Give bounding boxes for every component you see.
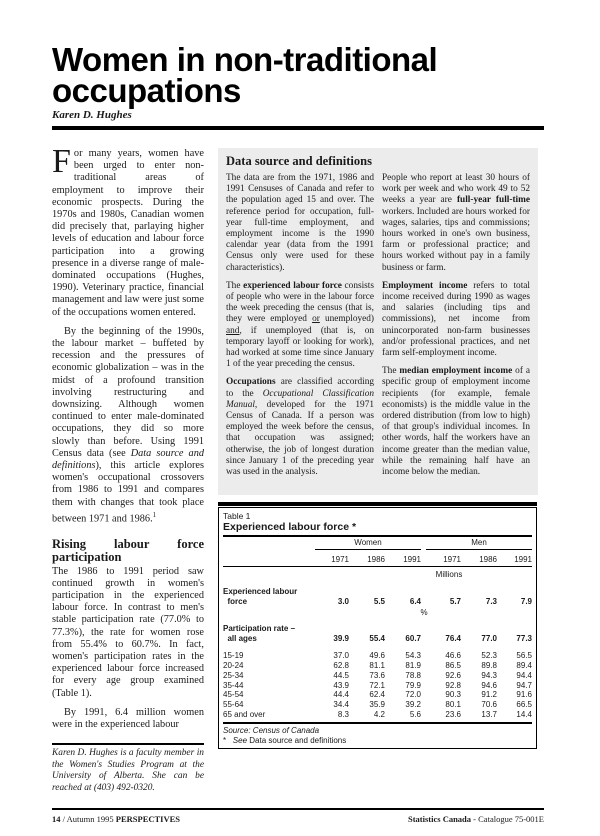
issue: Autumn 1995 — [66, 814, 114, 825]
table-cell: 62.4 — [369, 690, 385, 700]
text: consists of people who were in the labour force the week preceding the census (that is, they were employed — [226, 280, 374, 325]
paragraph-text: By the beginning of the 1990s, the labour market – buffeted by recession and the pressures of economic globalization – was in the midst of a profound transition involving restructuring and downsizing. Although women continued to enter male-dominated occupations, they did so more slowly than before. Using 1991 Census data (see — [52, 325, 204, 459]
table-cell: 92.8 — [445, 680, 461, 690]
table-cell: 6.4 — [409, 597, 421, 607]
table-cell: 8.3 — [337, 710, 349, 720]
right-column — [218, 148, 538, 749]
age-group-label: 45-54 — [223, 690, 244, 700]
sidebar-columns — [226, 173, 530, 485]
magazine-name: PERSPECTIVES — [115, 814, 181, 825]
title-line-2: occupations — [52, 72, 241, 109]
emphasis: and — [226, 325, 240, 336]
table-source: Source: Census of Canada — [223, 726, 320, 736]
author-byline: Karen D. Hughes — [52, 109, 132, 121]
publisher: Statistics Canada — [407, 814, 472, 825]
footnote-marker: 1 — [152, 510, 157, 519]
text: People who report at least 30 hours of work per week and who work 49 to 52 weeks a year are — [382, 173, 530, 206]
note-text: Data source and definitions — [249, 736, 347, 746]
footer-row — [52, 814, 544, 824]
page-footer — [52, 808, 544, 824]
table-rule — [223, 722, 532, 724]
body-column — [52, 143, 204, 794]
table-cell: 4.2 — [373, 710, 385, 720]
table-cell: 78.8 — [405, 670, 421, 680]
table-cell: 44.5 — [333, 670, 349, 680]
table-cell: 1986 — [367, 555, 385, 565]
table-cell: 92.6 — [445, 670, 461, 680]
table-cell: 44.4 — [333, 690, 349, 700]
label-line: force — [227, 596, 248, 606]
label-line: Experienced labour — [223, 587, 298, 597]
bio-rule — [52, 743, 204, 745]
term: full-year full-time — [456, 195, 530, 206]
title-line-1: Women in non-traditional — [52, 41, 438, 78]
table-cell: 1986 — [479, 555, 497, 565]
table-cell: 62.8 — [333, 661, 349, 671]
text: are classified according to the — [226, 377, 374, 399]
table-cell: 1971 — [443, 555, 461, 565]
sidebar-paragraph — [382, 281, 530, 359]
table-frame — [218, 507, 537, 749]
table-cell: 43.9 — [333, 680, 349, 690]
table-cell: 5.7 — [449, 597, 461, 607]
catalogue-number: Catalogue 75-001E — [478, 814, 544, 825]
table-top-rule — [218, 502, 537, 506]
sidebar-paragraph: The data are from the 1971, 1986 and 1991 Censuses of Canada and refer to the population aged 15 and over. The reference period for occupation, full-year full-time employment, and employment income is the 1990 calendar year (data from the 1991 Census only were used for these characteristics). — [226, 173, 374, 273]
table-cell: 94.4 — [516, 670, 532, 680]
table-1 — [218, 502, 537, 749]
table-cell: 91.2 — [481, 690, 497, 700]
table-cell: 23.6 — [445, 710, 461, 720]
sidebar-reference: Data source and definitions — [52, 447, 204, 472]
footer-rule — [52, 808, 544, 810]
body-paragraph-4: By 1991, 6.4 million women were in the experienced labour — [52, 706, 204, 730]
table-cell: 49.6 — [369, 651, 385, 661]
table-cell: 5.6 — [409, 710, 421, 720]
drop-cap: F — [52, 143, 71, 180]
section-heading: Rising labour force participation — [52, 536, 204, 564]
text: unemployed) — [319, 314, 374, 325]
term: Employment income — [382, 280, 468, 291]
term: Occupations — [226, 377, 276, 388]
publication-title: Occupational Classification Manual — [226, 388, 374, 410]
age-group-label: 20-24 — [223, 661, 244, 671]
table-cell: 90.3 — [445, 690, 461, 700]
group-underline — [426, 549, 532, 550]
table-rule — [223, 566, 532, 567]
table-cell: 13.7 — [481, 710, 497, 720]
text: , if unemployed (that is, on temporary layoff or looking for work), had worked at some time since January 1 of the year preceding the census. — [226, 325, 374, 370]
table-cell: 1971 — [331, 555, 349, 565]
separator: / — [62, 814, 65, 825]
group-header-women: Women — [354, 538, 382, 548]
sidebar-title: Data source and definitions — [226, 154, 372, 168]
sidebar-paragraph — [382, 366, 530, 478]
author-bio: Karen D. Hughes is a faculty member in the Women's Studies Program at the University of Alberta. She can be reached at (403) 492-0320. — [52, 748, 204, 793]
table-cell: 34.4 — [333, 700, 349, 710]
sidebar-paragraph — [226, 281, 374, 371]
text: The — [382, 366, 400, 377]
table-cell: 56.5 — [516, 651, 532, 661]
body-paragraph-2 — [52, 326, 204, 526]
age-group-label: 35-44 — [223, 680, 244, 690]
table-cell: 91.6 — [516, 690, 532, 700]
article-title — [52, 41, 438, 109]
sidebar-paragraph — [226, 377, 374, 478]
sidebar-box — [218, 148, 538, 495]
table-cell: 39.2 — [405, 700, 421, 710]
page-number: 14 — [52, 814, 61, 825]
table-cell: 89.4 — [516, 661, 532, 671]
table-cell: 54.3 — [405, 651, 421, 661]
row-label — [223, 587, 297, 606]
table-cell: 77.3 — [516, 634, 532, 644]
table-cell: 66.5 — [516, 700, 532, 710]
body-paragraph-3: The 1986 to 1991 period saw continued growth in women's participation in the experienced labour force. In contrast to men's stable participation rate (77.0% to 77.3%), the rate for women rose from 55.4% to 60.7%. In fact, women's participation rates in the experienced labour force increased for every age group examined (Table 1). — [52, 565, 204, 699]
table-cell: 72.0 — [405, 690, 421, 700]
table-cell: 7.3 — [485, 597, 497, 607]
table-cell: 37.0 — [333, 651, 349, 661]
table-cell: 60.7 — [405, 634, 421, 644]
table-cell: 79.9 — [405, 680, 421, 690]
note-marker: * — [223, 736, 227, 746]
table-cell: 5.5 — [373, 597, 385, 607]
row-label — [223, 624, 295, 643]
note-see: See — [232, 736, 248, 746]
text: , developed for the 1971 Census of Canada. If a person was employed the week before the census, that occupation was assigned; otherwise, the job of longest duration since January 1 of the preceding year was used in the analysis. — [226, 399, 374, 478]
footer-right — [408, 814, 544, 824]
emphasis: or — [312, 314, 320, 325]
age-group-label: 25-34 — [223, 670, 244, 680]
table-cell: 70.6 — [481, 700, 497, 710]
separator: - — [473, 814, 477, 825]
table-note — [223, 736, 346, 745]
table-cell: 77.0 — [481, 634, 497, 644]
sidebar-column-2 — [382, 173, 530, 485]
paragraph-text: or many years, women have been urged to enter non-traditional areas of employment to improve their economic prospects. During the 1970s and 1980s, Canadian women did precisely that, parlaying higher levels of education and labour force participation into a growing presence in a diverse range of male-dominated occupations (Hughes, 1990). Veterinary practice, financial management and law were just some of the occupations women entered. — [52, 148, 204, 318]
table-cell: 35.9 — [369, 700, 385, 710]
table-cell: 1991 — [403, 555, 421, 565]
table-cell: 80.1 — [445, 700, 461, 710]
table-cell: 89.8 — [481, 661, 497, 671]
table-cell: 81.9 — [405, 661, 421, 671]
text: The — [226, 280, 244, 291]
age-group-label: 65 and over — [223, 710, 266, 720]
sidebar-paragraph — [382, 173, 530, 274]
text: workers. Included are hours worked for wages, salaries, tips and commissions; hours worked in one's own business, farm or professional practice; and hours worked without pay in a family business or farm. — [382, 206, 530, 273]
table-cell: 81.1 — [369, 661, 385, 671]
group-header-men: Men — [471, 538, 487, 548]
table-cell: 46.6 — [445, 651, 461, 661]
age-group-label: 15-19 — [223, 651, 244, 661]
paragraph-text: ), this article explores women's occupational crossovers from 1986 to 1991 and compares them with changes that took place between 1971 and 1986. — [52, 460, 204, 525]
unit-millions: Millions — [435, 570, 463, 580]
article-body — [52, 143, 538, 794]
table-rule — [223, 535, 532, 537]
table-label: Table 1 — [223, 511, 251, 522]
title-rule — [52, 126, 544, 130]
table-cell: 39.9 — [333, 634, 349, 644]
table-cell: 76.4 — [445, 634, 461, 644]
group-underline — [315, 549, 421, 550]
sidebar-column-1 — [226, 173, 374, 485]
table-cell: 7.9 — [520, 597, 532, 607]
text: of a specific group of employment income recipients (for example, female economists) is the middle value in the ordered distribution (from low to high) of that group's individual incomes. In other words, half the workers have an income greater than the median value, while the remaining half have an income below the median. — [382, 366, 530, 478]
term: experienced labour force — [243, 280, 342, 291]
unit-percent: % — [420, 608, 428, 618]
table-cell: 86.5 — [445, 661, 461, 671]
label-line: Participation rate – — [223, 624, 296, 634]
table-cell: 55.4 — [369, 634, 385, 644]
table-cell: 14.4 — [516, 710, 532, 720]
table-cell: 3.0 — [337, 597, 349, 607]
age-group-label: 55-64 — [223, 700, 244, 710]
body-paragraph-1 — [52, 143, 204, 319]
table-cell: 94.7 — [516, 680, 532, 690]
term: median employment income — [399, 366, 513, 377]
table-cell: 94.6 — [481, 680, 497, 690]
table-cell: 73.6 — [369, 670, 385, 680]
table-cell: 1991 — [514, 555, 532, 565]
footer-left — [52, 814, 180, 824]
text: refers to total income received during 1990 as wages and salaries (including tips and commissions), net income from unincorporated non-farm businesses and/or professional practices, and net farm self-employment income. — [382, 280, 530, 359]
label-line: all ages — [227, 633, 257, 643]
table-cell: 52.3 — [481, 651, 497, 661]
table-cell: 94.3 — [481, 670, 497, 680]
table-title: Experienced labour force * — [223, 521, 357, 534]
table-cell: 72.1 — [369, 680, 385, 690]
article-header — [0, 0, 600, 121]
